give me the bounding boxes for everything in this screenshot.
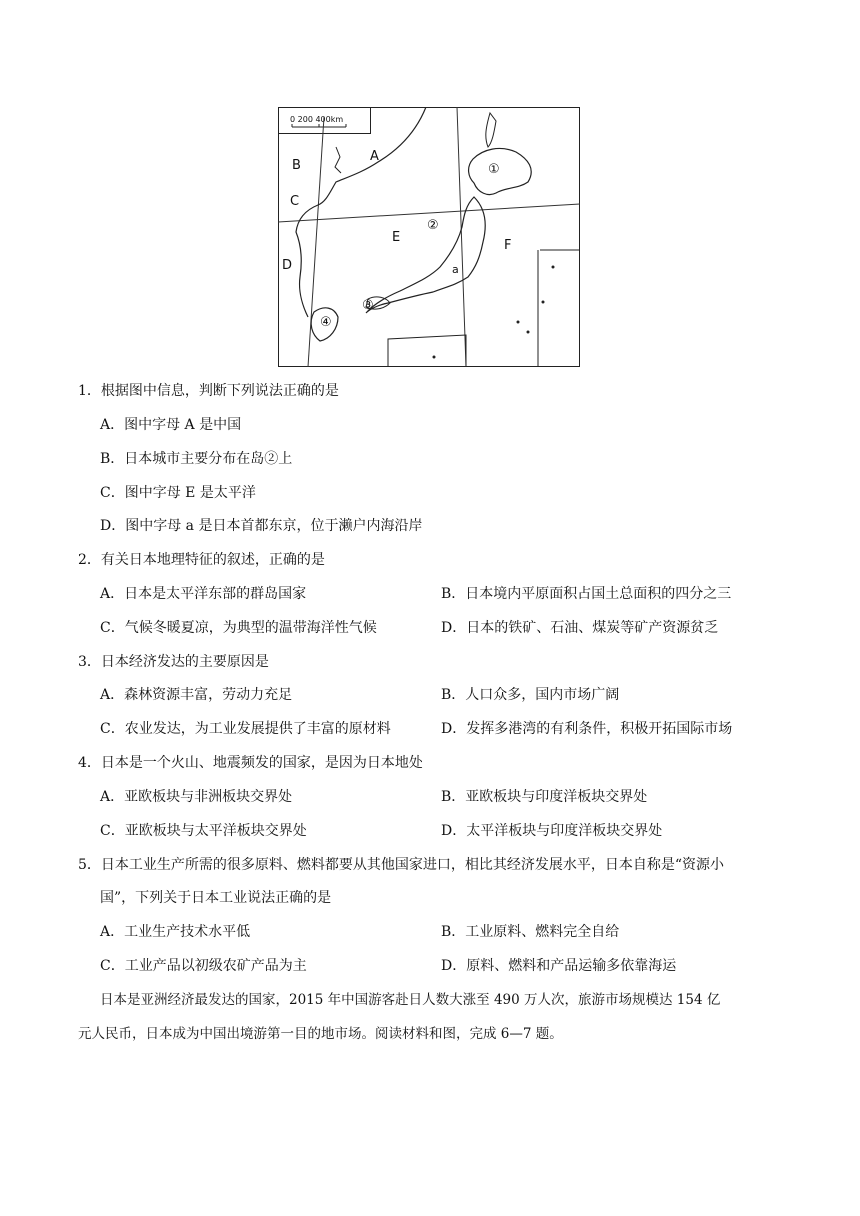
question-2-option-b: B．日本境内平原面积占国土总面积的四分之三 bbox=[441, 586, 732, 602]
map-scale-text: 0 200 400km bbox=[290, 115, 344, 124]
question-5-stem-line-2: 国”，下列关于日本工业说法正确的是 bbox=[100, 890, 332, 906]
question-5-option-b: B．工业原料、燃料完全自给 bbox=[441, 924, 620, 940]
question-1-option-d: D．图中字母 a 是日本首都东京，位于濑户内海沿岸 bbox=[100, 518, 423, 534]
map-label-d: D bbox=[282, 258, 293, 273]
map-label-e: E bbox=[392, 230, 401, 245]
question-2-option-c: C．气候冬暖夏凉，为典型的温带海洋性气候 bbox=[100, 620, 377, 636]
question-4-option-c: C．亚欧板块与太平洋板块交界处 bbox=[100, 823, 307, 839]
map-label-island-3: ③ bbox=[362, 298, 374, 313]
question-4-option-d: D．太平洋板块与印度洋板块交界处 bbox=[441, 823, 663, 839]
question-3-option-a: A．森林资源丰富，劳动力充足 bbox=[100, 687, 293, 703]
question-3-stem: 3．日本经济发达的主要原因是 bbox=[78, 654, 269, 670]
question-1-option-c: C．图中字母 E 是太平洋 bbox=[100, 485, 256, 501]
map-label-a-lower: a bbox=[452, 263, 459, 276]
map-label-f: F bbox=[504, 238, 512, 253]
question-1-option-a: A．图中字母 A 是中国 bbox=[100, 417, 242, 433]
question-1-stem: 1．根据图中信息，判断下列说法正确的是 bbox=[78, 383, 339, 399]
question-3-option-c: C．农业发达，为工业发展提供了丰富的原材料 bbox=[100, 721, 391, 737]
passage-line-1: 日本是亚洲经济最发达的国家，2015 年中国游客赴日人数大涨至 490 万人次，旅游市场规模达 154 亿 bbox=[100, 992, 721, 1008]
map-label-island-1: ① bbox=[488, 162, 500, 177]
map-label-b: B bbox=[292, 158, 301, 173]
question-4-stem: 4．日本是一个火山、地震频发的国家，是因为日本地处 bbox=[78, 755, 423, 771]
question-2-option-d: D．日本的铁矿、石油、煤炭等矿产资源贫乏 bbox=[441, 620, 719, 636]
question-5-option-d: D．原料、燃料和产品运输多依靠海运 bbox=[441, 958, 677, 974]
map-label-island-2: ② bbox=[427, 218, 439, 233]
question-4-option-a: A．亚欧板块与非洲板块交界处 bbox=[100, 789, 293, 805]
question-5-option-a: A．工业生产技术水平低 bbox=[100, 924, 251, 940]
question-2-option-a: A．日本是太平洋东部的群岛国家 bbox=[100, 586, 307, 602]
passage-line-2: 元人民币，日本成为中国出境游第一目的地市场。阅读材料和图，完成 6—7 题。 bbox=[78, 1026, 563, 1042]
question-3-option-d: D．发挥多港湾的有利条件，积极开拓国际市场 bbox=[441, 721, 733, 737]
question-5-stem-line-1: 5．日本工业生产所需的很多原料、燃料都要从其他国家进口，相比其经济发展水平，日本自称是“资源小 bbox=[78, 857, 725, 873]
question-5-option-c: C．工业产品以初级农矿产品为主 bbox=[100, 958, 307, 974]
question-3-option-b: B．人口众多，国内市场广阔 bbox=[441, 687, 620, 703]
question-4-option-b: B．亚欧板块与印度洋板块交界处 bbox=[441, 789, 648, 805]
map-label-island-4: ④ bbox=[320, 315, 332, 330]
question-1-option-b: B．日本城市主要分布在岛②上 bbox=[100, 451, 293, 467]
map-scale-bar bbox=[279, 108, 371, 134]
map-label-c: C bbox=[290, 194, 300, 209]
question-2-stem: 2．有关日本地理特征的叙述，正确的是 bbox=[78, 552, 325, 568]
map-label-a-upper: A bbox=[370, 149, 379, 164]
japan-map bbox=[278, 107, 580, 367]
